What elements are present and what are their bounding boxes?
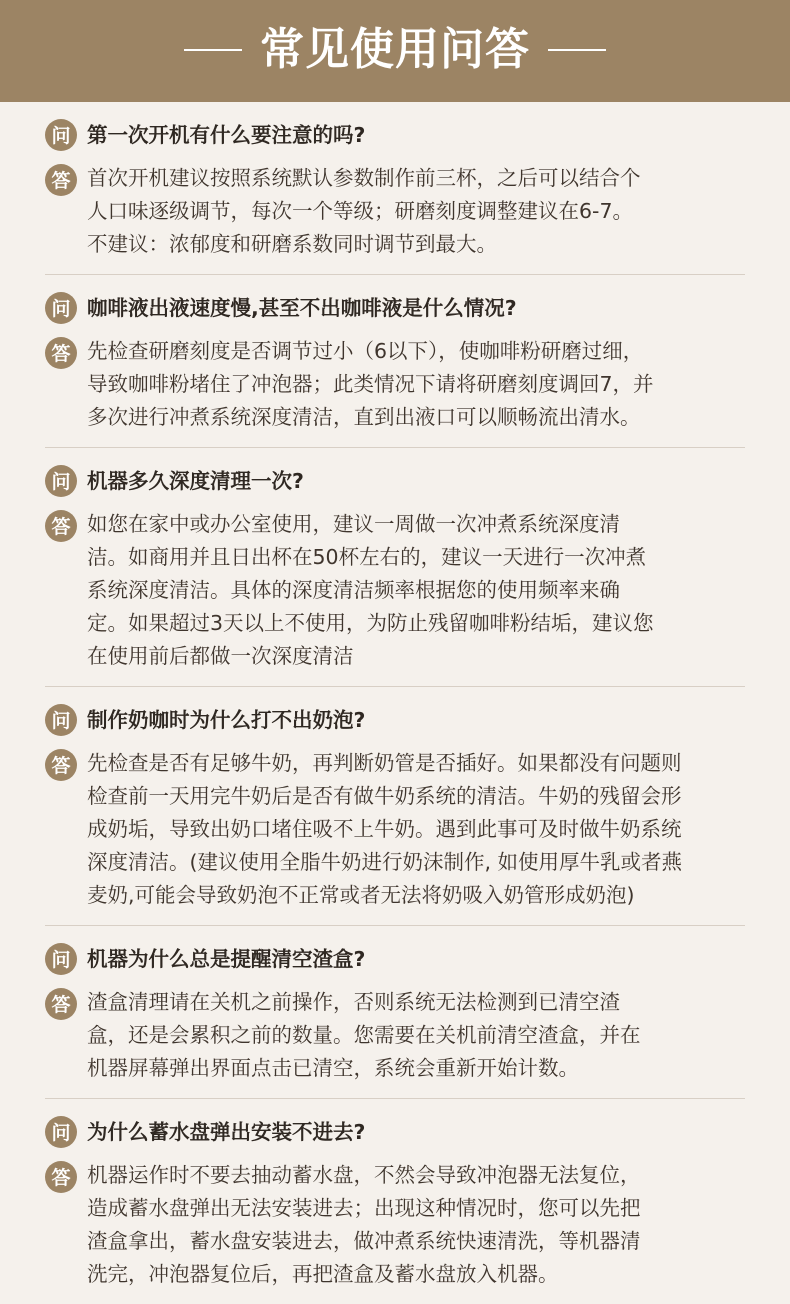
question-text: 第一次开机有什么要注意的吗? [87,123,366,147]
faq-item [45,687,745,926]
answer-text [87,335,745,434]
question-badge-icon: 问 [45,1116,77,1148]
answer-line: 麦奶,可能会导致奶泡不正常或者无法将奶吸入奶管形成奶泡) [87,883,635,907]
page-title: 常见使用问答 [260,24,530,75]
faq-item [45,275,745,448]
answer-line: 系统深度清洁。具体的深度清洁频率根据您的使用频率来确 [87,578,620,602]
answer-row [45,508,745,673]
answer-row [45,1159,745,1291]
answer-text [87,162,745,261]
question-row [45,942,745,976]
answer-line: 机器运作时不要去抽动蓄水盘，不然会导致冲泡器无法复位， [87,1163,641,1187]
answer-text [87,1159,745,1291]
question-text: 机器为什么总是提醒清空渣盒? [87,947,366,971]
answer-line: 先检查是否有足够牛奶，再判断奶管是否插好。如果都没有问题则 [87,751,682,775]
answer-line: 导致咖啡粉堵住了冲泡器；此类情况下请将研磨刻度调回7，并 [87,372,654,396]
answer-badge-icon: 答 [45,1161,77,1193]
answer-row [45,335,745,434]
answer-text [87,747,745,912]
answer-line: 洗完，冲泡器复位后，再把渣盒及蓄水盘放入机器。 [87,1262,559,1286]
question-badge-icon: 问 [45,704,77,736]
answer-row [45,162,745,261]
answer-row [45,986,745,1085]
faq-item [45,926,745,1099]
faq-item [45,448,745,687]
page-header [0,0,790,102]
question-text: 制作奶咖时为什么打不出奶泡? [87,708,366,732]
question-row [45,1115,745,1149]
answer-line: 不建议：浓郁度和研磨系数同时调节到最大。 [87,232,497,256]
question-row [45,703,745,737]
answer-line: 洁。如商用并且日出杯在50杯左右的，建议一天进行一次冲煮 [87,545,647,569]
faq-item [45,1099,745,1304]
question-text: 机器多久深度清理一次? [87,469,304,493]
answer-badge-icon: 答 [45,749,77,781]
question-row [45,291,745,325]
answer-line: 深度清洁。(建议使用全脂牛奶进行奶沫制作, 如使用厚牛乳或者燕 [87,850,683,874]
faq-list [0,102,790,1304]
question-badge-icon: 问 [45,119,77,151]
question-text: 为什么蓄水盘弹出安装不进去? [87,1120,366,1144]
answer-badge-icon: 答 [45,164,77,196]
answer-line: 多次进行冲煮系统深度清洁，直到出液口可以顺畅流出清水。 [87,405,641,429]
answer-row [45,747,745,912]
question-text: 咖啡液出液速度慢,甚至不出咖啡液是什么情况? [87,296,517,320]
answer-line: 渣盒清理请在关机之前操作，否则系统无法检测到已清空渣 [87,990,620,1014]
faq-item [45,102,745,275]
answer-line: 盒，还是会累积之前的数量。您需要在关机前清空渣盒，并在 [87,1023,641,1047]
answer-line: 造成蓄水盘弹出无法安装进去；出现这种情况时，您可以先把 [87,1196,641,1220]
answer-line: 在使用前后都做一次深度清洁 [87,644,354,668]
answer-badge-icon: 答 [45,337,77,369]
answer-line: 先检查研磨刻度是否调节过小（6以下），使咖啡粉研磨过细， [87,339,644,363]
answer-line: 成奶垢，导致出奶口堵住吸不上牛奶。遇到此事可及时做牛奶系统 [87,817,682,841]
answer-text [87,986,745,1085]
question-row [45,464,745,498]
answer-line: 人口味逐级调节，每次一个等级；研磨刻度调整建议在6-7。 [87,199,633,223]
answer-line: 首次开机建议按照系统默认参数制作前三杯，之后可以结合个 [87,166,641,190]
answer-text [87,508,745,673]
question-row [45,118,745,152]
question-badge-icon: 问 [45,465,77,497]
header-line-left [184,49,242,51]
answer-line: 渣盒拿出，蓄水盘安装进去，做冲煮系统快速清洗，等机器清 [87,1229,641,1253]
answer-badge-icon: 答 [45,510,77,542]
question-badge-icon: 问 [45,943,77,975]
question-badge-icon: 问 [45,292,77,324]
answer-badge-icon: 答 [45,988,77,1020]
header-line-right [548,49,606,51]
answer-line: 机器屏幕弹出界面点击已清空，系统会重新开始计数。 [87,1056,579,1080]
answer-line: 如您在家中或办公室使用，建议一周做一次冲煮系统深度清 [87,512,620,536]
answer-line: 检查前一天用完牛奶后是否有做牛奶系统的清洁。牛奶的残留会形 [87,784,682,808]
answer-line: 定。如果超过3天以上不使用，为防止残留咖啡粉结垢，建议您 [87,611,654,635]
